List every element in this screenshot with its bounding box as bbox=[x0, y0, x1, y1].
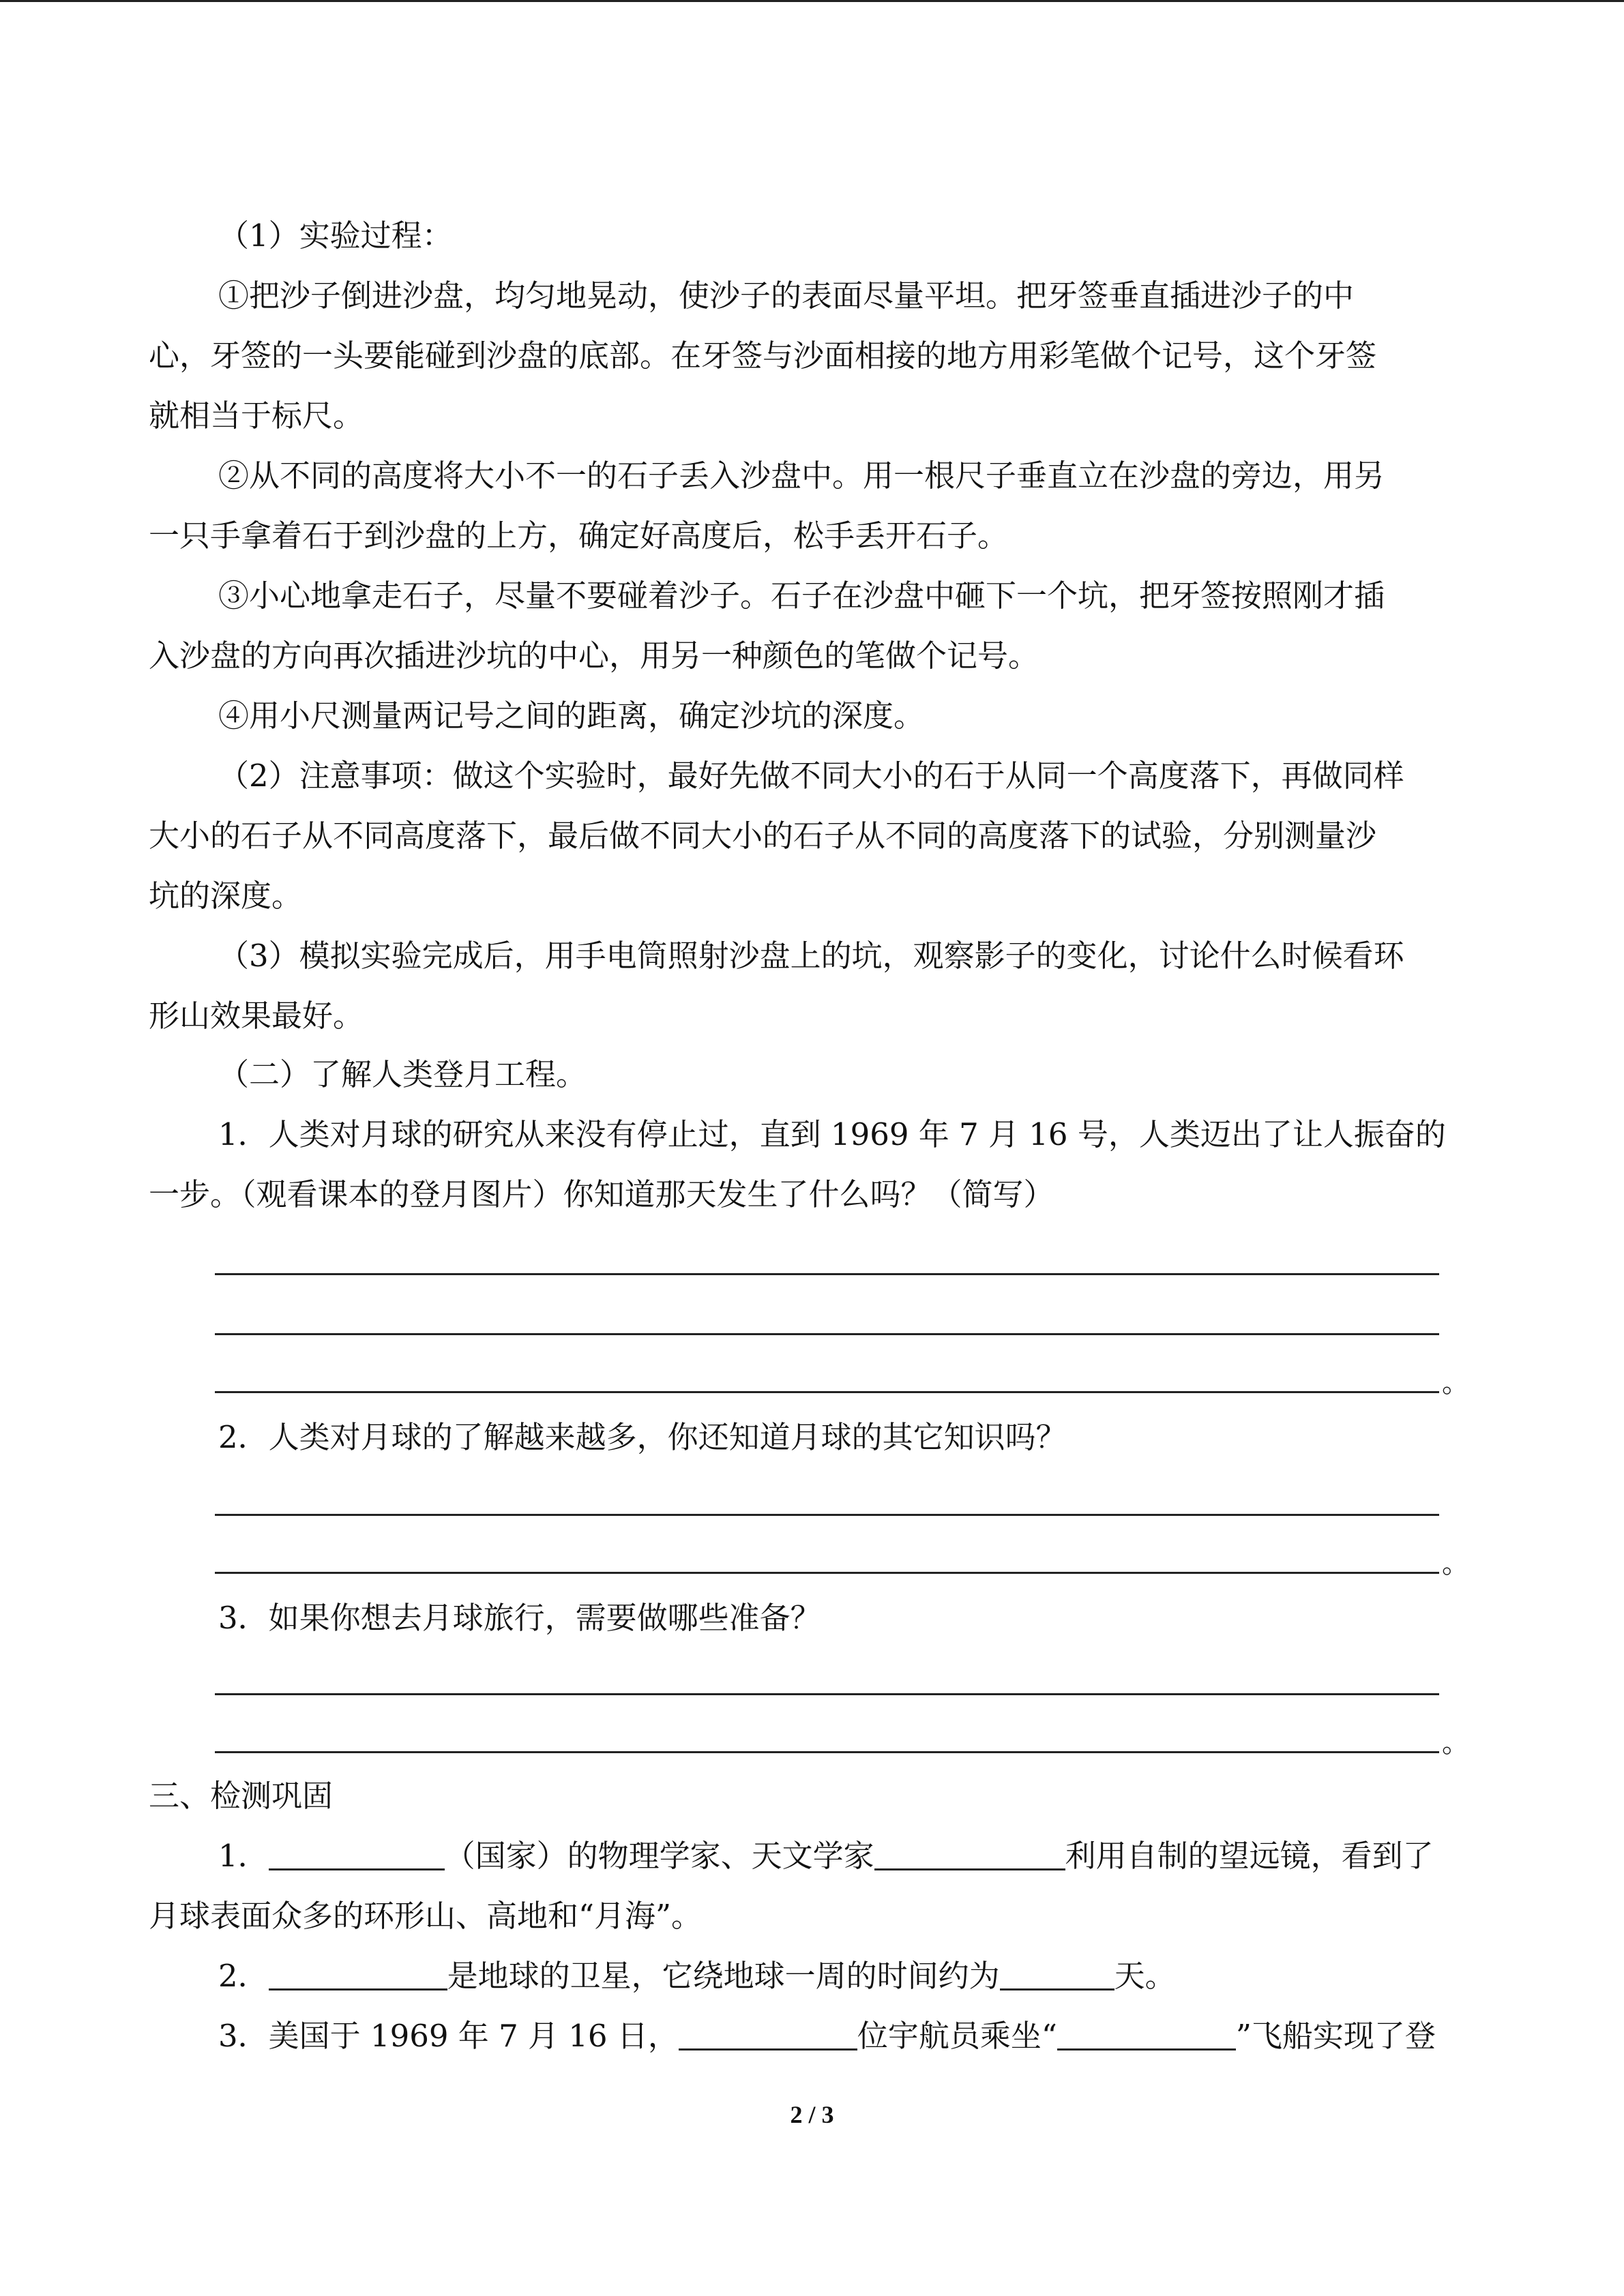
answer-line[interactable] bbox=[215, 1572, 1439, 1574]
review-q1-text2: 利用自制的望远镜，看到了 bbox=[1065, 1838, 1434, 1874]
experiment-process-title: （1）实验过程： bbox=[218, 218, 453, 254]
review-q2-line bbox=[218, 1957, 1176, 1995]
fill-blank-days[interactable] bbox=[1000, 1958, 1114, 1991]
answer-line[interactable] bbox=[215, 1273, 1439, 1275]
answer-line[interactable] bbox=[215, 1514, 1439, 1516]
fill-blank-satellite[interactable] bbox=[269, 1958, 447, 1991]
fill-blank-country[interactable] bbox=[269, 1838, 445, 1870]
moon-landing-q1-line1: 1．人类对月球的研究从来没有停止过，直到 1969 年 7 月 16 号，人类迈出了让人振奋的 bbox=[218, 1116, 1446, 1152]
experiment-step4: ④用小尺测量两记号之间的距离，确定沙坑的深度。 bbox=[218, 698, 925, 734]
review-q3-line bbox=[218, 2017, 1436, 2055]
experiment-step1-line3: 就相当于标尺。 bbox=[149, 398, 364, 434]
experiment-step1-line2: 心，牙签的一头要能碰到沙盘的底部。在牙签与沙面相接的地方用彩笔做个记号，这个牙签 bbox=[149, 338, 1377, 374]
answer-line[interactable] bbox=[215, 1751, 1439, 1753]
review-q1-text1: （国家）的物理学家、天文学家 bbox=[444, 1838, 874, 1874]
experiment-note-line3: 坑的深度。 bbox=[149, 878, 303, 914]
experiment-step3-line2: 入沙盘的方向再次插进沙坑的中心，用另一种颜色的笔做个记号。 bbox=[149, 638, 1039, 674]
experiment-step2-line2: 一只手拿着石于到沙盘的上方，确定好高度后，松手丢开石子。 bbox=[149, 518, 1009, 554]
fill-blank-scientist[interactable] bbox=[874, 1838, 1065, 1870]
review-q2-text: 是地球的卫星，它绕地球一周的时间约为 bbox=[447, 1958, 1000, 1994]
experiment-sim-line1: （3）模拟实验完成后，用手电筒照射沙盘上的坑，观察影子的变化，讨论什么时候看环 bbox=[218, 938, 1404, 974]
review-q2-number: 2． bbox=[218, 1958, 269, 1994]
answer-line[interactable] bbox=[215, 1693, 1439, 1695]
review-q3-text2: 位宇航员乘坐“ bbox=[857, 2018, 1057, 2054]
experiment-sim-line2: 形山效果最好。 bbox=[149, 998, 364, 1034]
moon-landing-q2: 2．人类对月球的了解越来越多，你还知道月球的其它知识吗？ bbox=[218, 1419, 1067, 1455]
moon-landing-q1-line2: 一步。（观看课本的登月图片）你知道那天发生了什么吗？（简写） bbox=[149, 1176, 1054, 1212]
review-q3-text3: ”飞船实现了登 bbox=[1235, 2018, 1436, 2054]
experiment-step2-line1: ②从不同的高度将大小不一的石子丢入沙盘中。用一根尺子垂直立在沙盘的旁边，用另 bbox=[218, 458, 1385, 494]
fill-blank-astronauts[interactable] bbox=[679, 2018, 857, 2051]
experiment-note-line1: （2）注意事项：做这个实验时，最好先做不同大小的石于从同一个高度落下，再做同样 bbox=[218, 758, 1404, 794]
answer-period: 。 bbox=[1442, 1548, 1469, 1579]
page-number: 2 / 3 bbox=[790, 2101, 834, 2128]
review-title: 三、检测巩固 bbox=[149, 1778, 334, 1814]
experiment-step3-line1: ③小心地拿走石子，尽量不要碰着沙子。石子在沙盘中砸下一个坑，把牙签按照刚才插 bbox=[218, 578, 1385, 614]
answer-line[interactable] bbox=[215, 1333, 1439, 1335]
experiment-step1-line1: ①把沙子倒进沙盘，均匀地晃动，使沙子的表面尽量平坦。把牙签垂直插进沙子的中 bbox=[218, 278, 1355, 314]
review-q1-line2: 月球表面众多的环形山、高地和“月海”。 bbox=[149, 1898, 703, 1934]
page-top-border bbox=[0, 0, 1624, 2]
review-q2-end: 天。 bbox=[1114, 1958, 1176, 1994]
review-q1-line1 bbox=[218, 1837, 1434, 1875]
review-q3-text1: 3．美国于 1969 年 7 月 16 日， bbox=[218, 2018, 679, 2054]
answer-period: 。 bbox=[1442, 1727, 1469, 1759]
answer-line[interactable] bbox=[215, 1391, 1439, 1393]
fill-blank-spacecraft[interactable] bbox=[1057, 2018, 1236, 2051]
moon-landing-q3: 3．如果你想去月球旅行，需要做哪些准备？ bbox=[218, 1600, 821, 1636]
review-q1-number: 1． bbox=[218, 1838, 269, 1874]
experiment-note-line2: 大小的石子从不同高度落下，最后做不同大小的石子从不同的高度落下的试验，分别测量沙 bbox=[149, 818, 1377, 854]
moon-landing-title: （二）了解人类登月工程。 bbox=[218, 1056, 587, 1092]
answer-period: 。 bbox=[1442, 1367, 1469, 1399]
